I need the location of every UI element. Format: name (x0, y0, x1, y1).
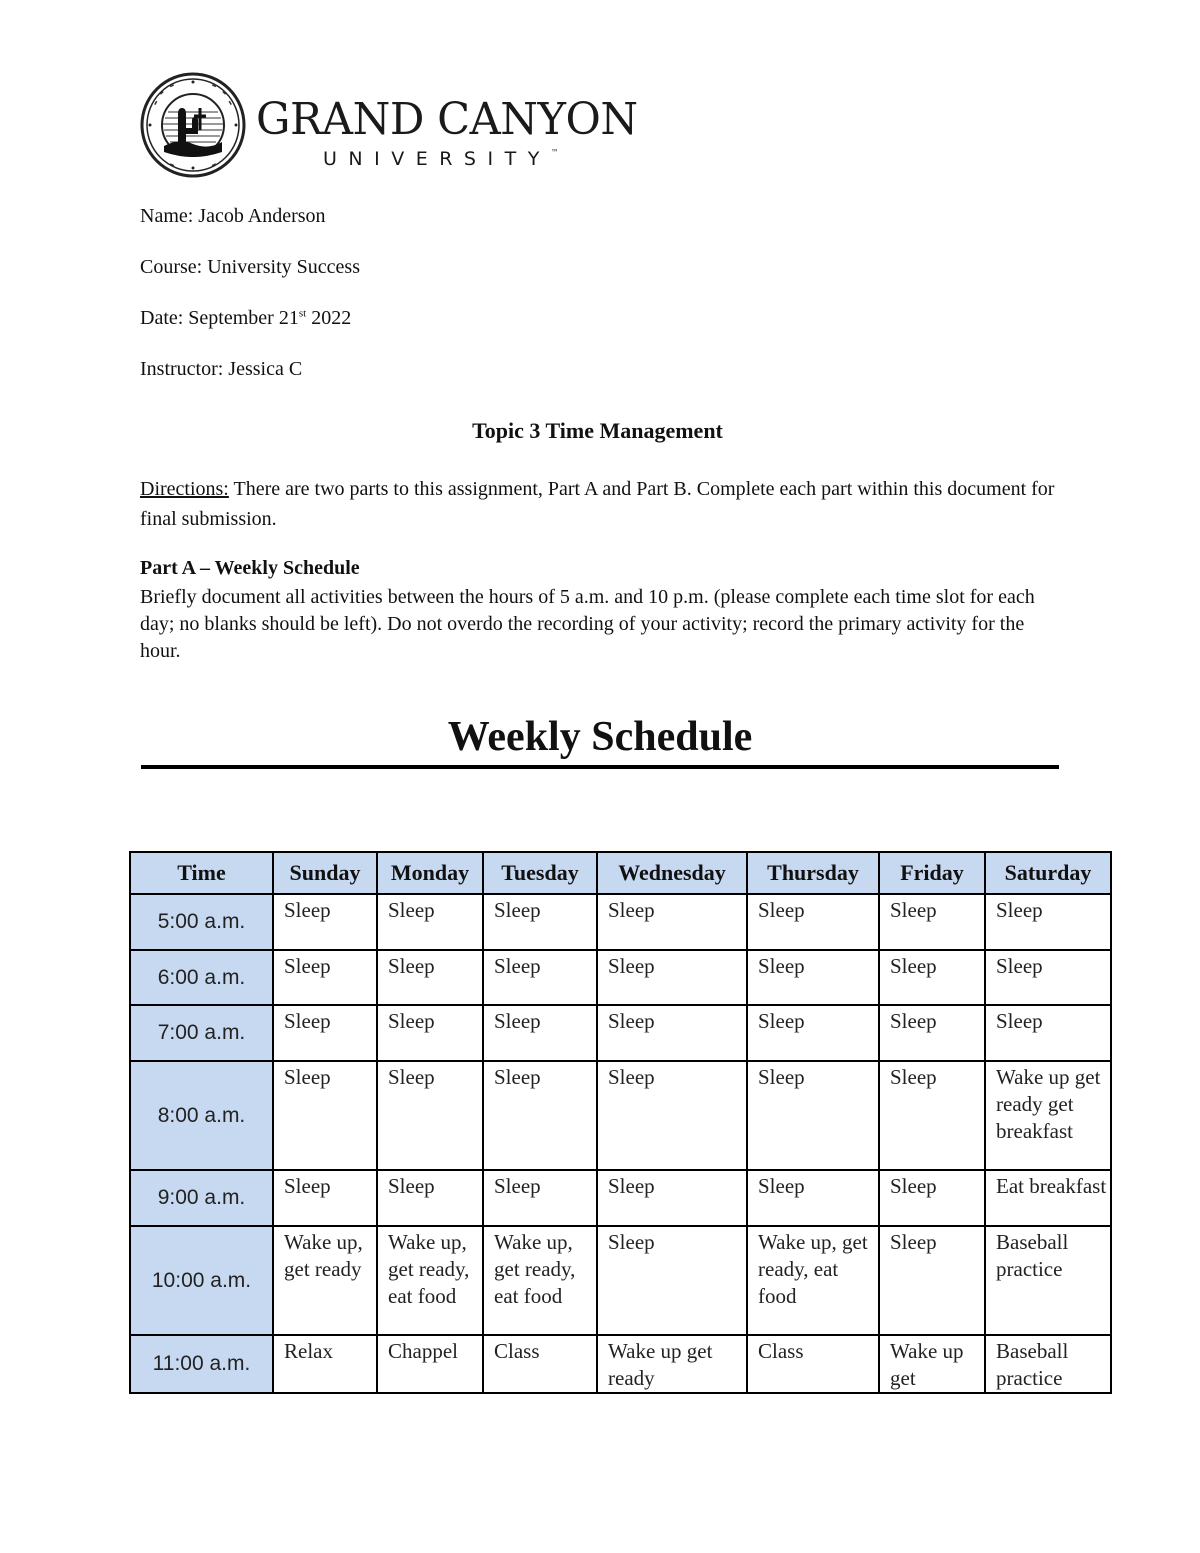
activity-cell: Sleep (483, 950, 597, 1005)
activity-cell: Sleep (483, 894, 597, 950)
activity-cell: Wake up, get ready, eat food (377, 1226, 483, 1335)
activity-cell: Baseball practice (985, 1226, 1111, 1335)
activity-cell: Sleep (483, 1005, 597, 1061)
table-header-row (130, 852, 1111, 894)
activity-cell: Sleep (483, 1170, 597, 1226)
header-sunday: Sunday (273, 852, 377, 894)
time-cell: 6:00 a.m. (130, 950, 273, 1005)
activity-cell: Sleep (747, 1005, 879, 1061)
header-time: Time (130, 852, 273, 894)
activity-cell: Sleep (377, 1170, 483, 1226)
part-a-instructions: Briefly document all activities between the hours of 5 a.m. and 10 p.m. (please complete each time slot for each day; no blanks should be left). Do not overdo the recording of your activity; record the primary activity for the hour. (140, 586, 1035, 662)
logo-wordmark (256, 94, 645, 170)
activity-cell: Sleep (985, 894, 1111, 950)
table-row (130, 1226, 1111, 1335)
activity-cell: Wake up, get ready, eat food (483, 1226, 597, 1335)
activity-cell: Sleep (273, 1170, 377, 1226)
activity-cell: Baseball practice (985, 1335, 1111, 1393)
activity-cell: Sleep (273, 950, 377, 1005)
activity-cell: Sleep (377, 894, 483, 950)
activity-cell: Relax (273, 1335, 377, 1393)
activity-cell: Sleep (273, 1005, 377, 1061)
time-cell: 9:00 a.m. (130, 1170, 273, 1226)
activity-cell: Wake up get (879, 1335, 985, 1393)
directions-label: Directions: (140, 478, 229, 500)
table-row (130, 1061, 1111, 1170)
directions-paragraph (140, 474, 1060, 534)
header-thursday: Thursday (747, 852, 879, 894)
activity-cell: Sleep (597, 1226, 747, 1335)
table-row (130, 1335, 1111, 1393)
gcu-seal-icon (140, 72, 246, 178)
date-ordinal: st (298, 307, 307, 320)
activity-cell: Sleep (377, 950, 483, 1005)
activity-cell: Sleep (879, 950, 985, 1005)
activity-cell: Sleep (597, 1005, 747, 1061)
part-a-heading: Part A – Weekly Schedule (140, 557, 360, 579)
activity-cell: Wake up, get ready (273, 1226, 377, 1335)
activity-cell: Sleep (879, 1061, 985, 1170)
date-prefix: Date: September 21 (140, 307, 299, 329)
activity-cell: Eat breakfast (985, 1170, 1111, 1226)
title-underline-divider (141, 765, 1059, 769)
activity-cell: Wake up get ready get breakfast (985, 1061, 1111, 1170)
activity-cell: Sleep (879, 1170, 985, 1226)
student-name: Name: Jacob Anderson (140, 205, 326, 227)
weekly-schedule-title: Weekly Schedule (447, 714, 753, 760)
time-cell: 10:00 a.m. (130, 1226, 273, 1335)
header-tuesday: Tuesday (483, 852, 597, 894)
document-title: Topic 3 Time Management (472, 418, 723, 443)
header-wednesday: Wednesday (597, 852, 747, 894)
logo-line-1: GRAND CANYON (256, 94, 638, 145)
time-cell: 11:00 a.m. (130, 1335, 273, 1393)
activity-cell: Sleep (747, 1061, 879, 1170)
activity-cell: Sleep (879, 1226, 985, 1335)
directions-text: There are two parts to this assignment, Part A and Part B. Complete each part within this document for final submission. (140, 478, 1055, 530)
instructor-name: Instructor: Jessica C (140, 358, 303, 380)
activity-cell: Sleep (377, 1061, 483, 1170)
activity-cell: Class (483, 1335, 597, 1393)
weekly-schedule-table (129, 851, 1112, 1394)
activity-cell: Sleep (747, 1170, 879, 1226)
header-monday: Monday (377, 852, 483, 894)
activity-cell: Chappel (377, 1335, 483, 1393)
activity-cell: Sleep (879, 894, 985, 950)
table-row (130, 1005, 1111, 1061)
date-year: 2022 (306, 307, 352, 329)
activity-cell: Sleep (483, 1061, 597, 1170)
university-logo (140, 72, 638, 182)
time-cell: 7:00 a.m. (130, 1005, 273, 1061)
time-cell: 5:00 a.m. (130, 894, 273, 950)
trademark-symbol: ™ (550, 148, 559, 157)
activity-cell: Wake up, get ready, eat food (747, 1226, 879, 1335)
table-row (130, 1170, 1111, 1226)
activity-cell: Sleep (747, 894, 879, 950)
activity-cell: Sleep (597, 1061, 747, 1170)
activity-cell: Sleep (273, 1061, 377, 1170)
logo-line-2-text: UNIVERSITY (323, 148, 551, 170)
activity-cell: Sleep (985, 950, 1111, 1005)
course-name: Course: University Success (140, 256, 360, 278)
activity-cell: Sleep (597, 1170, 747, 1226)
logo-line-2 (323, 148, 645, 170)
activity-cell: Wake up get ready (597, 1335, 747, 1393)
submission-date (140, 307, 351, 330)
activity-cell: Sleep (747, 950, 879, 1005)
activity-cell: Sleep (597, 894, 747, 950)
activity-cell: Sleep (879, 1005, 985, 1061)
table-row (130, 950, 1111, 1005)
activity-cell: Sleep (273, 894, 377, 950)
header-saturday: Saturday (985, 852, 1111, 894)
activity-cell: Sleep (985, 1005, 1111, 1061)
table-row (130, 894, 1111, 950)
activity-cell: Sleep (377, 1005, 483, 1061)
header-friday: Friday (879, 852, 985, 894)
time-cell: 8:00 a.m. (130, 1061, 273, 1170)
activity-cell: Class (747, 1335, 879, 1393)
activity-cell: Sleep (597, 950, 747, 1005)
